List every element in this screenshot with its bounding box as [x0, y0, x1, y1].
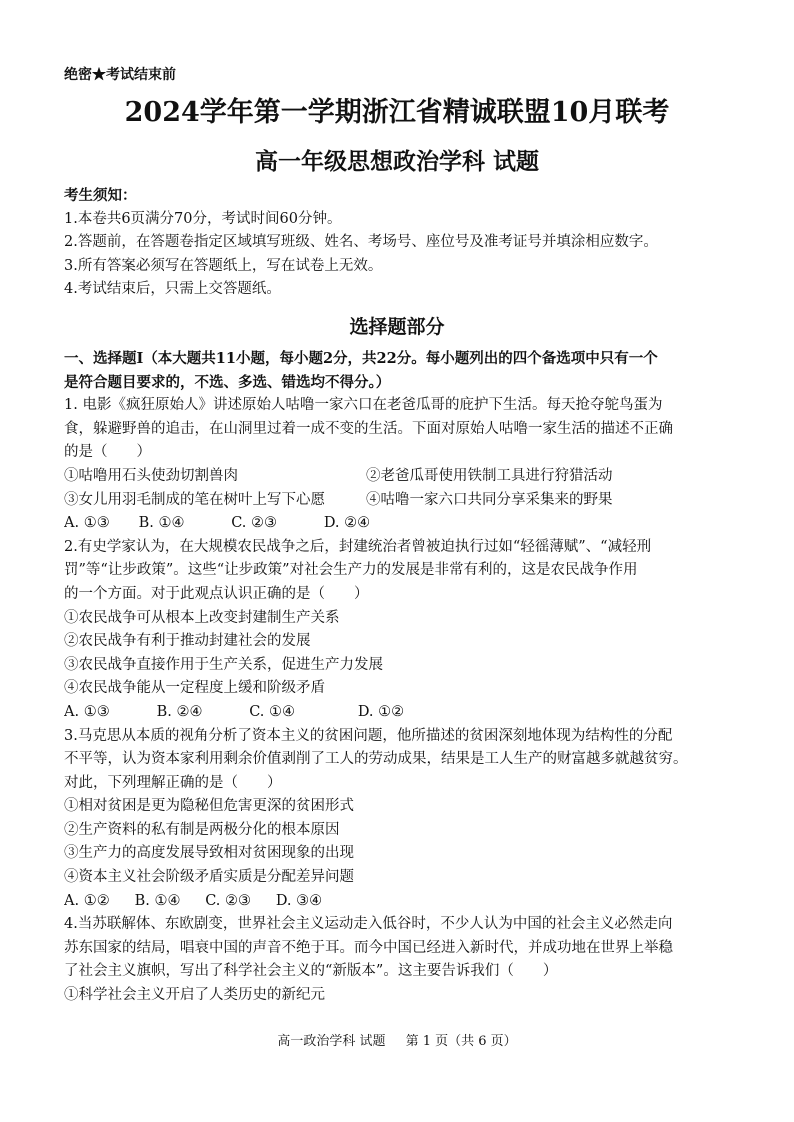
notice-item: 1.本卷共6页满分70分，考试时间60分钟。 — [64, 210, 342, 227]
answer-c: C. ②③ — [231, 515, 278, 532]
question-text: 的一个方面。对于此观点认识正确的是（ ） — [64, 585, 369, 602]
answer-a: A. ①② — [64, 892, 110, 909]
question-1 — [64, 394, 734, 536]
option: ①农民战争可从根本上改变封建制生产关系 — [64, 609, 340, 626]
option: ④资本主义社会阶级矛盾实质是分配差异问题 — [64, 869, 354, 886]
answer-b: B. ②④ — [156, 703, 203, 720]
notice-item: 3.所有答案必须写在答题纸上，写在试卷上无效。 — [64, 257, 383, 274]
option: ③农民战争直接作用于生产关系，促进生产力发展 — [64, 656, 383, 673]
answer-choices — [64, 512, 734, 536]
exam-subtitle: 高一年级思想政治学科 试题 — [254, 148, 539, 175]
answer-d: D. ①② — [357, 703, 405, 720]
question-text: 1. 电影《疯狂原始人》讲述原始人咕噜一家六口在老爸瓜哥的庇护下生活。每天抢夺鸵鸟蛋为 — [64, 397, 663, 414]
question-text: 4.当苏联解体、东欧剧变，世界社会主义运动走入低谷时，不少人认为中国的社会主义必然走向 — [64, 916, 673, 933]
notice-item: 2.答题前，在答题卷指定区域填写班级、姓名、考场号、座位号及准考证号并填涂相应数字。 — [64, 234, 658, 251]
option: ②老爸瓜哥使用铁制工具进行狩猎活动 — [366, 467, 613, 484]
notice-block — [64, 184, 734, 302]
option: ④咕噜一家六口共同分享采集来的野果 — [366, 491, 613, 508]
option: ②农民战争有利于推动封建社会的发展 — [64, 633, 311, 650]
secret-label: 绝密★考试结束前 — [64, 67, 176, 83]
page-footer — [0, 1030, 794, 1049]
answer-b: B. ①④ — [134, 892, 181, 909]
footer-page-number: 第 1 页（共 6 页） — [405, 1034, 517, 1049]
question-text: 2.有史学家认为，在大规模农民战争之后，封建统治者曾被迫执行过如“轻徭薄赋”、“减轻刑 — [64, 538, 652, 555]
option: ①咕噜用石头使劲切割兽肉 — [64, 467, 238, 484]
section-instructions: 一、选择题Ⅰ（本大题共11小题，每小题2分，共22分。每小题列出的四个备选项中只有一个 — [64, 350, 658, 367]
section-title: 选择题部分 — [349, 316, 445, 338]
answer-c: C. ②③ — [205, 892, 252, 909]
question-text: 对此，下列理解正确的是（ ） — [64, 774, 282, 791]
exam-title: 2024学年第一学期浙江省精诚联盟10月联考 — [124, 97, 670, 128]
notice-item: 4.考试结束后，只需上交答题纸。 — [64, 281, 281, 298]
option-row — [64, 465, 734, 489]
option: ③生产力的高度发展导致相对贫困现象的出现 — [64, 845, 354, 862]
option: ②生产资料的私有制是两极分化的根本原因 — [64, 821, 340, 838]
answer-choices — [64, 701, 734, 725]
answer-choices — [64, 890, 734, 914]
option: ③女儿用羽毛制成的笔在树叶上写下心愿 — [64, 491, 325, 508]
answer-b: B. ①④ — [138, 515, 185, 532]
question-text: 食，躲避野兽的追击，在山洞里过着一成不变的生活。下面对原始人咕噜一家生活的描述不正确 — [64, 420, 673, 437]
answer-a: A. ①③ — [64, 703, 110, 720]
question-text: 3.马克思从本质的视角分析了资本主义的贫困问题，他所描述的贫困深刻地体现为结构性的分配 — [64, 727, 673, 744]
questions-block — [64, 347, 734, 1008]
question-3 — [64, 725, 734, 914]
option: ④农民战争能从一定程度上缓和阶级矛盾 — [64, 680, 325, 697]
question-4 — [64, 913, 734, 1007]
question-text: 了社会主义旗帜，写出了科学社会主义的“新版本”。这主要告诉我们（ ） — [64, 963, 558, 980]
question-2 — [64, 536, 734, 725]
question-text: 苏东国家的结局，唱衰中国的声音不绝于耳。而今中国已经进入新时代，并成功地在世界上举稳 — [64, 939, 673, 956]
section-instructions: 是符合题目要求的，不选、多选、错选均不得分。） — [64, 373, 391, 391]
answer-d: D. ②④ — [323, 515, 371, 532]
option: ①相对贫困是更为隐秘但危害更深的贫困形式 — [64, 798, 354, 815]
option: ①科学社会主义开启了人类历史的新纪元 — [64, 987, 325, 1004]
notice-heading: 考生须知： — [64, 187, 137, 204]
answer-c: C. ①④ — [249, 703, 296, 720]
answer-a: A. ①③ — [64, 515, 110, 532]
question-text: 不平等，认为资本家利用剩余价值剥削了工人的劳动成果，结果是工人生产的财富越多就越贫穷。 — [64, 751, 688, 768]
option-row — [64, 489, 734, 513]
footer-subject: 高一政治学科 试题 — [277, 1034, 386, 1049]
question-text: 罚”等“让步政策”。这些“让步政策”对社会生产力的发展是非常有利的，这是农民战争作用 — [64, 562, 638, 579]
answer-d: D. ③④ — [275, 892, 323, 909]
question-text: 的是（ ） — [64, 444, 151, 461]
